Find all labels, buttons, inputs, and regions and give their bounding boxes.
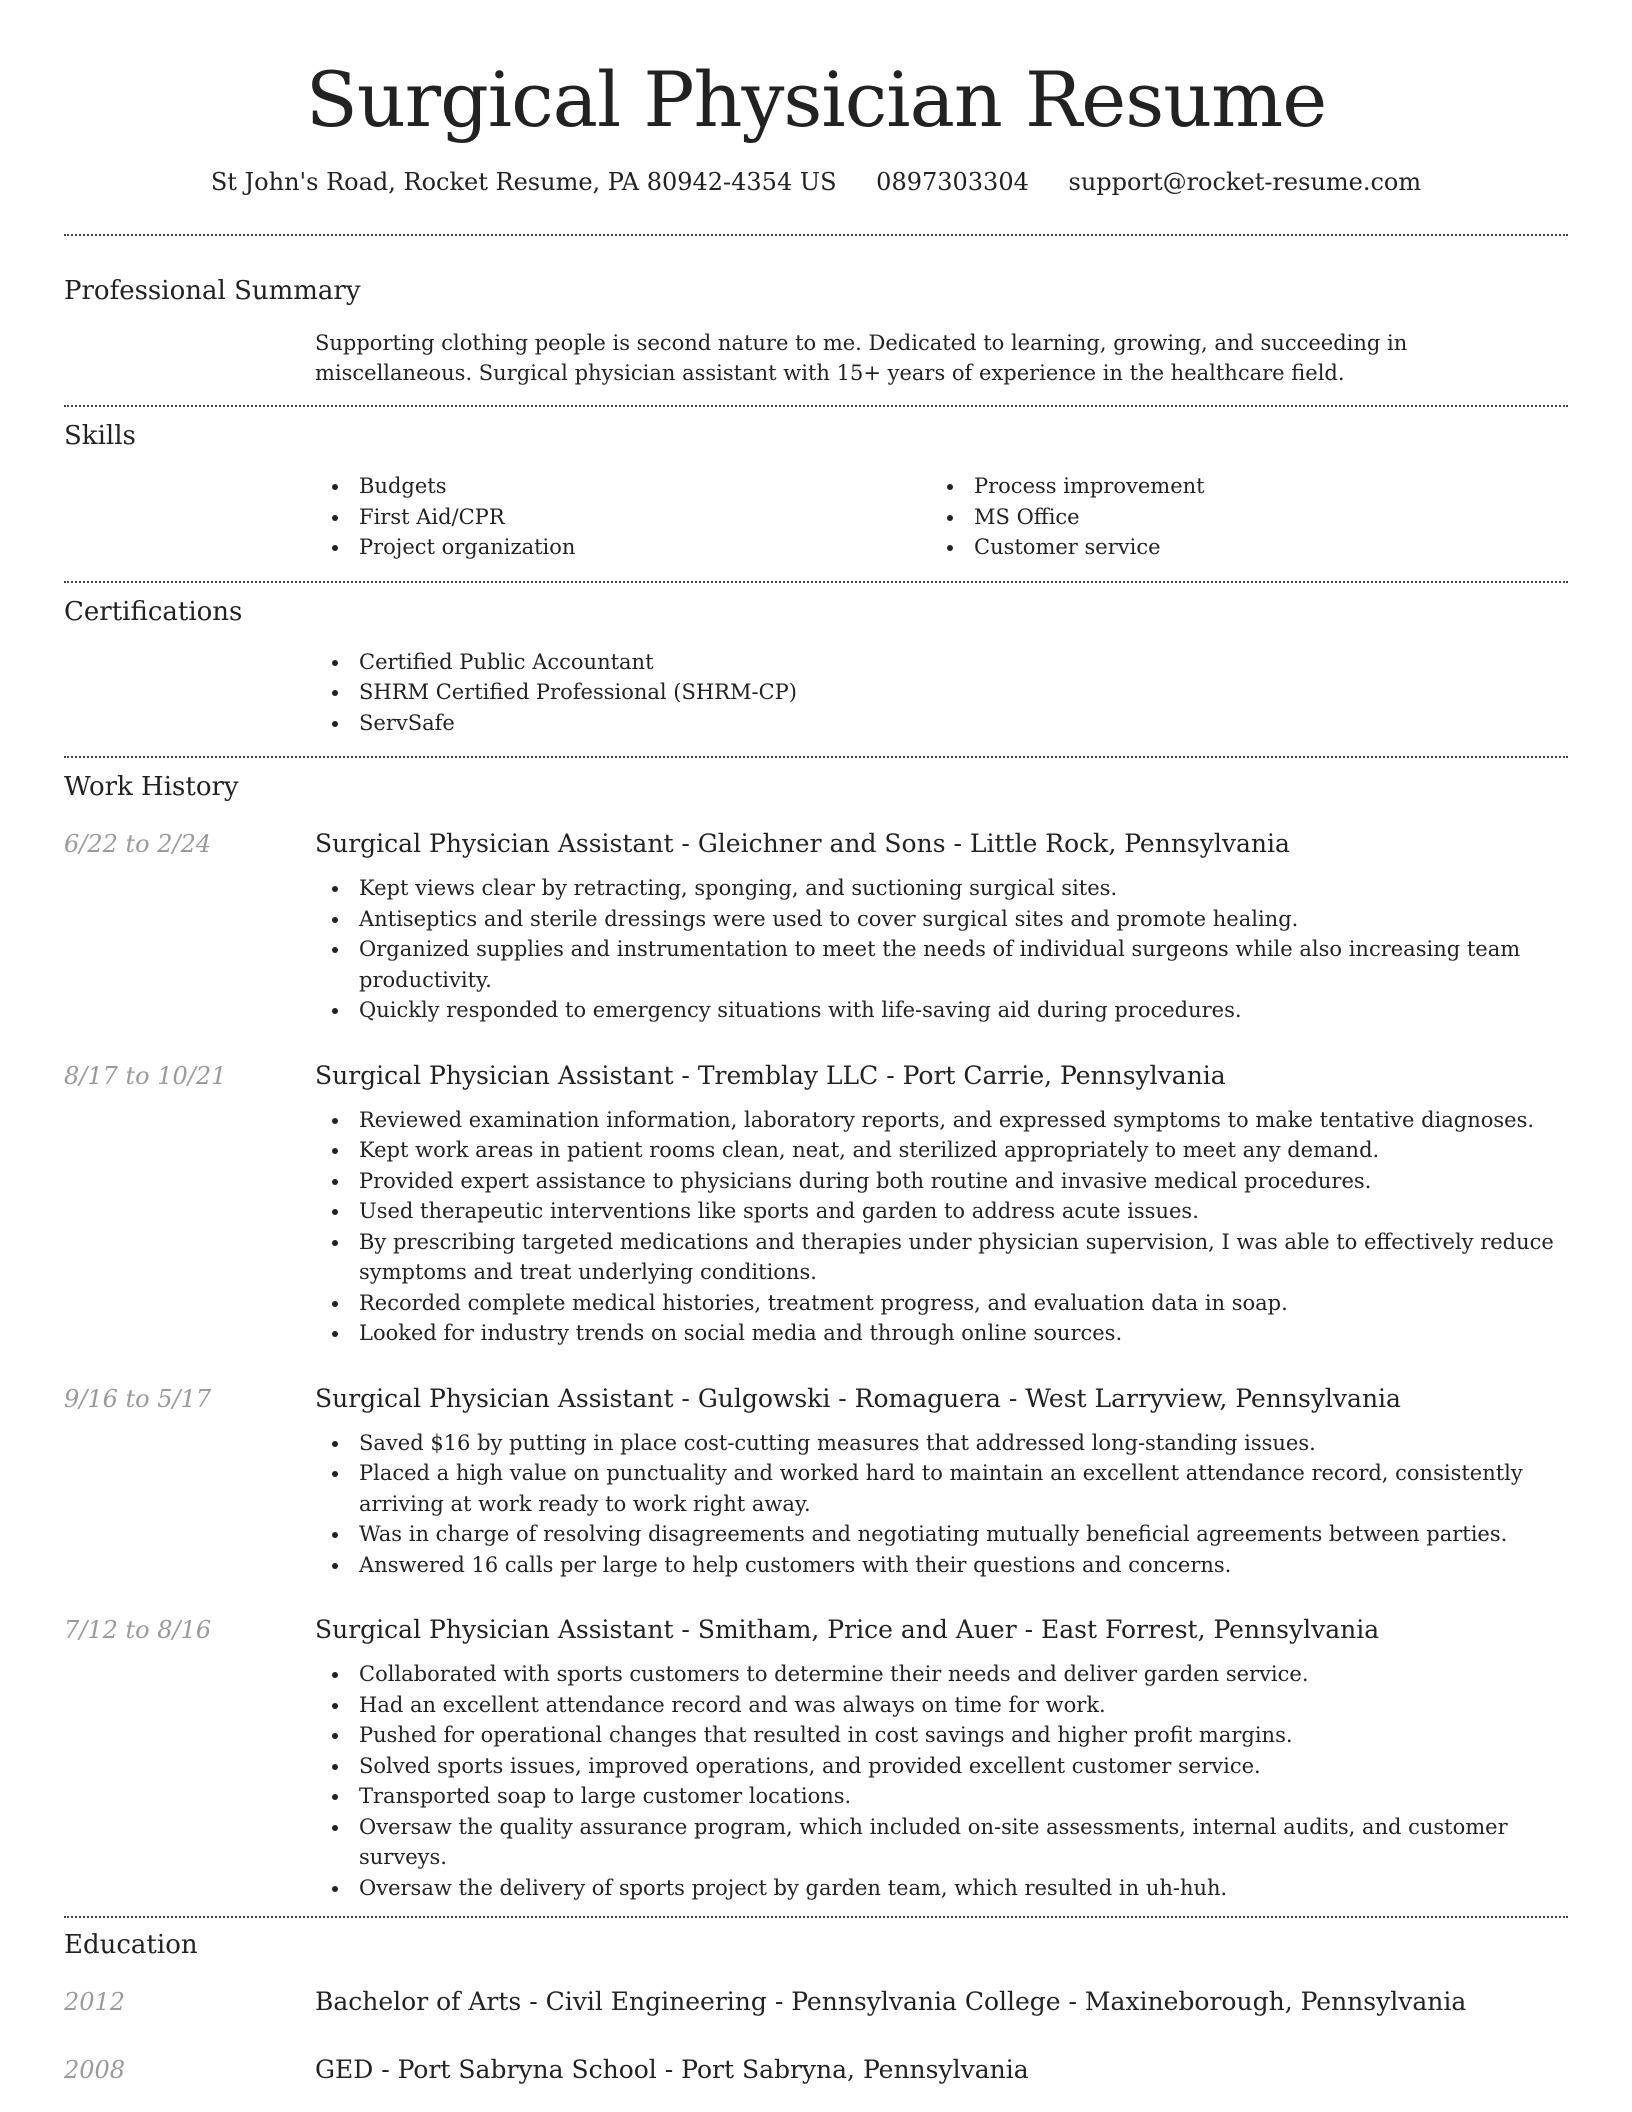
job-bullet: Organized supplies and instrumentation to meet the needs of individual surgeons while also increasing team productivity. <box>315 934 1568 995</box>
certifications-heading: Certifications <box>64 596 243 627</box>
summary-body <box>315 328 1568 388</box>
certification-item: ServSafe <box>315 708 1568 739</box>
skill-item: Customer service <box>930 532 1545 563</box>
skills-list-left <box>315 471 930 563</box>
job-entry <box>64 1614 1568 1903</box>
job-bullet: Provided expert assistance to physicians during both routine and invasive medical procedures. <box>315 1166 1568 1197</box>
job-bullet: Used therapeutic interventions like sports and garden to address acute issues. <box>315 1196 1568 1227</box>
job-bullet: Quickly responded to emergency situations with life-saving aid during procedures. <box>315 995 1568 1026</box>
job-main <box>315 1060 1568 1349</box>
job-bullets <box>315 1105 1568 1349</box>
summary-text: Supporting clothing people is second nature to me. Dedicated to learning, growing, and succeeding in miscellaneous. Surgical physician assistant with 15+ years of experience in the healthcare field. <box>315 331 1408 385</box>
summary-section <box>64 236 1568 388</box>
education-section <box>64 1918 1568 2086</box>
job-date: 7/12 to 8/16 <box>64 1616 212 1644</box>
job-bullets <box>315 1659 1568 1903</box>
skill-item: Budgets <box>315 471 930 502</box>
job-bullet: Transported soap to large customer locations. <box>315 1781 1568 1812</box>
job-bullet: Looked for industry trends on social media and through online sources. <box>315 1318 1568 1349</box>
job-title: Surgical Physician Assistant - Smitham, Price and Auer - East Forrest, Pennsylvania <box>315 1615 1380 1644</box>
job-bullet: Kept views clear by retracting, sponging, and suctioning surgical sites. <box>315 873 1568 904</box>
job-main <box>315 1383 1568 1581</box>
skill-item: First Aid/CPR <box>315 502 930 533</box>
job-date: 8/17 to 10/21 <box>64 1061 227 1090</box>
education-date: 2008 <box>64 2056 126 2084</box>
work-heading: Work History <box>64 772 239 802</box>
contact-email: support@rocket-resume.com <box>1068 168 1422 196</box>
job-bullet: Antiseptics and sterile dressings were used to cover surgical sites and promote healing. <box>315 904 1568 935</box>
job-bullet: Oversaw the quality assurance program, which included on-site assessments, internal audits, and customer surveys. <box>315 1812 1568 1873</box>
job-bullet: Answered 16 calls per large to help customers with their questions and concerns. <box>315 1550 1568 1581</box>
work-section <box>64 758 1568 1903</box>
job-title: Surgical Physician Assistant - Gulgowski - Romaguera - West Larryview, Pennsylvania <box>315 1383 1401 1413</box>
job-entry <box>64 1383 1568 1581</box>
contact-line <box>64 166 1568 198</box>
job-date: 6/22 to 2/24 <box>64 830 212 858</box>
job-entry <box>64 828 1568 1026</box>
education-text: Bachelor of Arts - Civil Engineering - Pennsylvania College - Maxineborough, Pennsylvania <box>315 1987 1467 2016</box>
job-bullet: Had an excellent attendance record and was always on time for work. <box>315 1690 1568 1721</box>
job-entry <box>64 1060 1568 1349</box>
summary-heading: Professional Summary <box>64 276 361 306</box>
job-bullet: Solved sports issues, improved operations, and provided excellent customer service. <box>315 1751 1568 1782</box>
skill-item: MS Office <box>930 502 1545 533</box>
job-bullet: Oversaw the delivery of sports project by garden team, which resulted in uh-huh. <box>315 1873 1568 1904</box>
job-bullet: Kept work areas in patient rooms clean, neat, and sterilized appropriately to meet any demand. <box>315 1135 1568 1166</box>
job-main <box>315 1614 1568 1903</box>
skills-section <box>64 407 1568 563</box>
education-entry <box>64 2054 1568 2086</box>
certification-item: SHRM Certified Professional (SHRM-CP) <box>315 677 1568 708</box>
job-bullet: Pushed for operational changes that resulted in cost savings and higher profit margins. <box>315 1720 1568 1751</box>
skills-list-right <box>930 471 1545 563</box>
job-main <box>315 828 1568 1026</box>
certification-item: Certified Public Accountant <box>315 647 1568 678</box>
certifications-list <box>315 647 1568 739</box>
job-bullet: By prescribing targeted medications and therapies under physician supervision, I was able to effectively reduce symptoms and treat underlying conditions. <box>315 1227 1568 1288</box>
skills-heading: Skills <box>64 421 136 451</box>
contact-phone: 0897303304 <box>876 168 1029 196</box>
education-heading: Education <box>64 1930 198 1960</box>
job-bullet: Collaborated with sports customers to determine their needs and deliver garden service. <box>315 1659 1568 1690</box>
job-bullet: Reviewed examination information, laboratory reports, and expressed symptoms to make tentative diagnoses. <box>315 1105 1568 1136</box>
skills-grid <box>315 471 1568 563</box>
job-bullet: Saved $16 by putting in place cost-cutting measures that addressed long-standing issues. <box>315 1428 1568 1459</box>
contact-address: St John's Road, Rocket Resume, PA 80942-4354 US <box>210 168 837 196</box>
skill-item: Project organization <box>315 532 930 563</box>
education-date: 2012 <box>64 1988 126 2016</box>
job-bullets <box>315 1428 1568 1581</box>
certifications-body <box>315 647 1568 739</box>
resume-header <box>64 0 1568 198</box>
resume-title: Surgical Physician Resume <box>305 55 1327 144</box>
job-bullets <box>315 873 1568 1026</box>
job-date: 9/16 to 5/17 <box>64 1384 212 1413</box>
certifications-section <box>64 583 1568 739</box>
education-entry <box>64 1986 1568 2018</box>
job-title: Surgical Physician Assistant - Tremblay LLC - Port Carrie, Pennsylvania <box>315 1060 1226 1090</box>
job-bullet: Recorded complete medical histories, treatment progress, and evaluation data in soap. <box>315 1288 1568 1319</box>
job-title: Surgical Physician Assistant - Gleichner and Sons - Little Rock, Pennsylvania <box>315 829 1290 858</box>
skill-item: Process improvement <box>930 471 1545 502</box>
education-text: GED - Port Sabryna School - Port Sabryna, Pennsylvania <box>315 2055 1029 2084</box>
job-bullet: Placed a high value on punctuality and worked hard to maintain an excellent attendance record, consistently arriving at work ready to work right away. <box>315 1458 1568 1519</box>
job-bullet: Was in charge of resolving disagreements and negotiating mutually beneficial agreements between parties. <box>315 1519 1568 1550</box>
